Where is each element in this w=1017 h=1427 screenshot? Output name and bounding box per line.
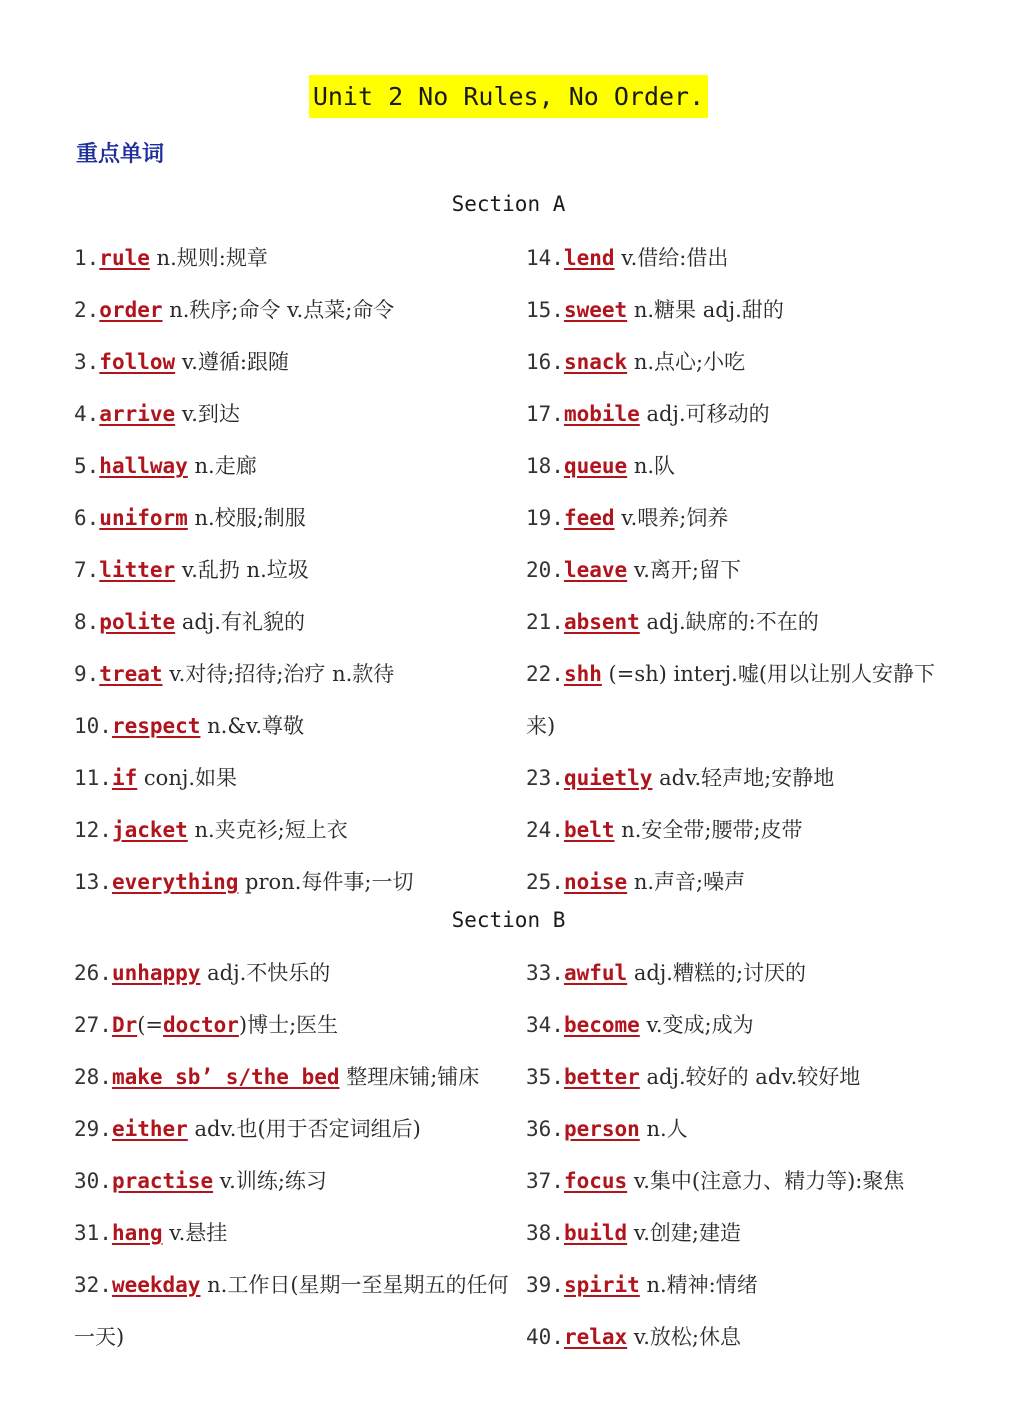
vocab-entry — [526, 1155, 954, 1207]
entry-number: 29. — [74, 1117, 112, 1141]
vocab-word: polite — [99, 610, 176, 634]
vocab-entry — [74, 947, 514, 999]
entry-number: 10. — [74, 714, 112, 738]
entry-definition: n.&v.尊敬 — [200, 714, 305, 738]
vocab-word: everything — [111, 870, 239, 894]
entry-definition: v.喂养;饲养 — [614, 506, 729, 530]
vocab-entry — [74, 492, 514, 544]
entry-number: 16. — [526, 350, 564, 374]
vocab-word: rule — [99, 246, 150, 270]
entry-number: 14. — [526, 246, 564, 270]
vocab-entry — [74, 1259, 514, 1363]
vocab-entry — [526, 1311, 954, 1363]
entry-number: 35. — [526, 1065, 564, 1089]
section-b-left-column — [74, 947, 514, 1363]
entry-number: 18. — [526, 454, 564, 478]
vocab-entry — [526, 1103, 954, 1155]
vocab-word: Dr — [111, 1013, 138, 1037]
vocab-word: become — [563, 1013, 640, 1037]
entry-number: 7. — [74, 558, 100, 582]
entry-definition: v.集中(注意力、精力等):聚焦 — [627, 1169, 905, 1193]
entry-definition: adj.有礼貌的 — [175, 610, 305, 634]
page-title: Unit 2 No Rules, No Order. — [309, 75, 708, 118]
section-a-left-column — [74, 232, 514, 908]
vocab-entry — [526, 752, 954, 804]
vocab-entry — [74, 596, 514, 648]
vocab-entry — [526, 232, 954, 284]
vocab-word: mobile — [563, 402, 640, 426]
entry-number: 21. — [526, 610, 564, 634]
vocab-word: absent — [563, 610, 640, 634]
entry-definition: adj.糟糕的;讨厌的 — [627, 961, 807, 985]
vocab-entry — [526, 1259, 954, 1311]
vocab-entry — [526, 1051, 954, 1103]
entry-definition: v.训练;练习 — [213, 1169, 327, 1193]
entry-number: 12. — [74, 818, 112, 842]
entry-definition: n.精神:情绪 — [639, 1273, 758, 1297]
entry-number: 6. — [74, 506, 100, 530]
entry-definition: n.安全带;腰带;皮带 — [614, 818, 803, 842]
vocab-entry — [526, 648, 954, 752]
entry-number: 40. — [526, 1325, 564, 1349]
entry-definition: adv.也(用于否定词组后) — [187, 1117, 421, 1141]
section-a-right-column — [526, 232, 954, 908]
vocab-word: uniform — [99, 506, 188, 530]
entry-number: 13. — [74, 870, 112, 894]
entry-definition: n.规则:规章 — [149, 246, 268, 270]
section-a-title: Section A — [451, 192, 566, 216]
entry-definition: n.工作日(星期一至星期五的任何一天) — [74, 1273, 509, 1349]
vocab-word: treat — [99, 662, 163, 686]
entry-definition: pron.每件事;一切 — [238, 870, 414, 894]
vocab-entry — [74, 804, 514, 856]
vocab-word: hallway — [99, 454, 188, 478]
vocab-word: snack — [563, 350, 628, 374]
vocab-word: respect — [111, 714, 201, 738]
entry-definition: n.走廊 — [187, 454, 257, 478]
vocab-word: quietly — [563, 766, 653, 790]
entry-definition: n.校服;制服 — [187, 506, 306, 530]
entry-number: 5. — [74, 454, 100, 478]
vocab-word: awful — [563, 961, 628, 985]
entry-definition: n.夹克衫;短上衣 — [187, 818, 348, 842]
entry-definition: v.遵循:跟随 — [175, 350, 289, 374]
entry-definition: v.创建;建造 — [627, 1221, 741, 1245]
vocab-entry — [526, 1207, 954, 1259]
vocab-word: litter — [99, 558, 176, 582]
entry-number: 20. — [526, 558, 564, 582]
vocab-entry — [526, 999, 954, 1051]
entry-number: 28. — [74, 1065, 112, 1089]
section-b-right-column — [526, 947, 954, 1363]
entry-definition: v.离开;留下 — [627, 558, 741, 582]
vocab-word: make sb’ s/the bed — [111, 1065, 340, 1089]
entry-number: 9. — [74, 662, 100, 686]
vocab-word: sweet — [563, 298, 628, 322]
entry-definition: n.声音;噪声 — [627, 870, 746, 894]
vocab-entry — [74, 440, 514, 492]
entry-definition: n.队 — [627, 454, 676, 478]
vocab-word: hang — [111, 1221, 163, 1245]
entry-definition: v.放松;休息 — [627, 1325, 741, 1349]
entry-definition: n.点心;小吃 — [627, 350, 746, 374]
vocab-word: better — [563, 1065, 640, 1089]
entry-number: 8. — [74, 610, 100, 634]
vocab-entry — [74, 999, 514, 1051]
vocab-word: relax — [563, 1325, 628, 1349]
entry-definition: adj.缺席的:不在的 — [639, 610, 819, 634]
vocab-word: shh — [563, 662, 602, 686]
entry-definition: v.乱扔 n.垃圾 — [175, 558, 309, 582]
entry-definition: n.秩序;命令 v.点菜;命令 — [162, 298, 395, 322]
entry-definition: )博士;医生 — [238, 1013, 339, 1037]
entry-number: 23. — [526, 766, 564, 790]
entry-number: 11. — [74, 766, 112, 790]
entry-definition: n.糖果 adj.甜的 — [627, 298, 784, 322]
entry-number: 24. — [526, 818, 564, 842]
entry-number: 39. — [526, 1273, 564, 1297]
title-wrapper — [0, 75, 1017, 118]
entry-number: 1. — [74, 246, 100, 270]
entry-number: 36. — [526, 1117, 564, 1141]
vocab-word: unhappy — [111, 961, 201, 985]
vocab-word: jacket — [111, 818, 188, 842]
vocab-entry — [74, 1051, 514, 1103]
vocab-entry — [74, 1155, 514, 1207]
vocab-entry — [74, 1103, 514, 1155]
entry-definition: v.借给:借出 — [614, 246, 729, 270]
vocab-entry — [526, 856, 954, 908]
entry-number: 37. — [526, 1169, 564, 1193]
vocab-word: focus — [563, 1169, 628, 1193]
entry-definition: (= — [137, 1013, 164, 1037]
vocab-entry — [74, 648, 514, 700]
entry-number: 15. — [526, 298, 564, 322]
vocab-word: order — [99, 298, 163, 322]
entry-definition: adj.不快乐的 — [200, 961, 331, 985]
vocab-entry — [74, 388, 514, 440]
entry-definition: v.悬挂 — [162, 1221, 228, 1245]
vocab-word: noise — [563, 870, 628, 894]
entry-definition: v.到达 — [175, 402, 240, 426]
vocab-word: either — [111, 1117, 188, 1141]
entry-number: 32. — [74, 1273, 112, 1297]
vocab-entry — [74, 700, 514, 752]
entry-number: 30. — [74, 1169, 112, 1193]
entry-number: 26. — [74, 961, 112, 985]
vocab-entry — [74, 1207, 514, 1259]
entry-number: 25. — [526, 870, 564, 894]
entry-definition: adj.较好的 adv.较好地 — [639, 1065, 861, 1089]
entry-definition: v.变成;成为 — [639, 1013, 754, 1037]
vocab-entry — [526, 544, 954, 596]
vocab-word: lend — [563, 246, 615, 270]
vocab-entry — [74, 856, 514, 908]
vocab-word: queue — [563, 454, 628, 478]
vocab-word: arrive — [99, 402, 176, 426]
entry-definition: 整理床铺;铺床 — [339, 1065, 480, 1089]
vocab-entry — [526, 947, 954, 999]
vocab-entry — [526, 336, 954, 388]
entry-definition: conj.如果 — [137, 766, 238, 790]
vocab-entry — [74, 336, 514, 388]
vocab-entry — [526, 284, 954, 336]
entry-number: 33. — [526, 961, 564, 985]
vocab-entry — [526, 388, 954, 440]
entry-definition: n.人 — [639, 1117, 688, 1141]
entry-number: 31. — [74, 1221, 112, 1245]
entry-definition: adj.可移动的 — [639, 402, 770, 426]
vocab-entry — [526, 440, 954, 492]
vocab-entry — [74, 284, 514, 336]
vocab-word: spirit — [563, 1273, 640, 1297]
entry-number: 34. — [526, 1013, 564, 1037]
entry-definition: v.对待;招待;治疗 n.款待 — [162, 662, 395, 686]
entry-number: 3. — [74, 350, 100, 374]
vocab-word: build — [563, 1221, 628, 1245]
entry-number: 38. — [526, 1221, 564, 1245]
vocab-entry — [74, 544, 514, 596]
vocab-word: person — [563, 1117, 640, 1141]
section-b-title: Section B — [451, 908, 566, 932]
vocab-word: if — [111, 766, 138, 790]
key-words-heading: 重点单词 — [76, 142, 165, 167]
entry-number: 19. — [526, 506, 564, 530]
vocab-entry — [74, 752, 514, 804]
vocab-word: leave — [563, 558, 628, 582]
vocab-word: practise — [111, 1169, 214, 1193]
vocab-word: weekday — [111, 1273, 201, 1297]
vocab-entry — [74, 232, 514, 284]
entry-number: 27. — [74, 1013, 112, 1037]
entry-number: 2. — [74, 298, 100, 322]
entry-definition: (=sh) interj.嘘(用以让别人安静下来) — [526, 662, 936, 738]
vocab-word: feed — [563, 506, 615, 530]
vocab-entry — [526, 804, 954, 856]
vocab-word: doctor — [163, 1013, 239, 1037]
entry-definition: adv.轻声地;安静地 — [652, 766, 835, 790]
vocab-entry — [526, 492, 954, 544]
vocab-entry — [526, 596, 954, 648]
entry-number: 4. — [74, 402, 100, 426]
vocab-word: belt — [563, 818, 615, 842]
vocab-word: follow — [99, 350, 176, 374]
entry-number: 17. — [526, 402, 564, 426]
entry-number: 22. — [526, 662, 564, 686]
